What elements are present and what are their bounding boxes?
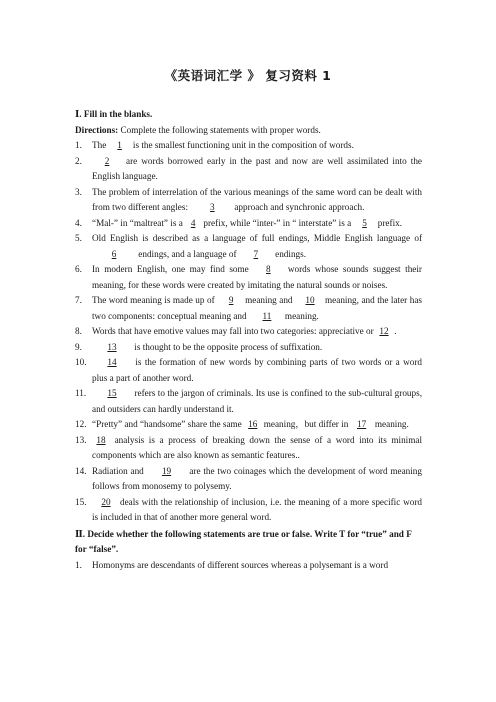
answer-blank: 9 <box>228 295 234 305</box>
answer-blank: 10 <box>305 295 315 305</box>
list-item: 10. 14 is the formation of new words by combining parts of two words or a word plus a part of another word. <box>75 357 422 383</box>
answer-blank: 20 <box>101 496 111 507</box>
document-body <box>75 107 422 573</box>
list-item: 4. “Mal-” in “maltreat” is a 4 prefix, while “inter-” in “ interstate” is a 5 prefix. <box>75 216 422 232</box>
answer-blank: 7 <box>253 248 259 259</box>
answer-blank: 5 <box>362 217 367 228</box>
list-item: 3. The problem of interrelation of the various meanings of the same word can be dealt with from two different angles: 3 approach and synchronic approach. <box>75 185 422 216</box>
answer-blank: 12 <box>379 326 389 336</box>
list-item: 13. 18 analysis is a process of breaking down the sense of a word into its minimal components which are also known as semantic features.. <box>75 434 422 460</box>
directions-text: Complete the following statements with proper words. <box>118 124 321 135</box>
answer-blank: 4 <box>190 217 196 228</box>
answer-blank: 2 <box>104 155 110 166</box>
directions <box>75 123 422 139</box>
answer-blank: 13 <box>107 341 117 352</box>
list-item: 6. In modern English, one may find some 8 words whose sounds suggest their meaning, for these words were created by imitating the natural sounds or noises. <box>75 264 422 290</box>
answer-blank: 6 <box>111 248 117 259</box>
answer-blank: 8 <box>266 264 271 274</box>
list-item: 8. Words that have emotive values may fall into two categories: appreciative or 12 . <box>75 324 422 340</box>
answer-blank: 17 <box>357 419 367 429</box>
list-item: 5. Old English is described as a language of full endings, Middle English language of 6 endings, and a language of 7 endings. <box>75 231 422 262</box>
section-heading-2: Ⅱ. Decide whether the following statements are true or false. Write T for “true” and F for “false”. <box>75 528 412 554</box>
answer-blank: 3 <box>210 202 215 212</box>
list-item: 9. 13 is thought to be the opposite process of suffixation. <box>75 340 422 356</box>
answer-blank: 1 <box>117 140 122 150</box>
answer-blank: 14 <box>107 357 117 367</box>
answer-blank: 16 <box>248 419 258 429</box>
list-item: 1. Homonyms are descendants of different sources whereas a polysemant is a word <box>75 559 389 570</box>
fill-in-list <box>75 138 422 526</box>
true-false-list <box>75 558 422 574</box>
answer-blank: 11 <box>262 310 272 321</box>
list-item: 12. “Pretty” and “handsome” share the same 16 meaning，but differ in 17 meaning. <box>75 417 422 433</box>
directions-label: Directions: <box>75 124 119 135</box>
list-item: 11. 15 refers to the jargon of criminals. Its use is confined to the sub-cultural groups, and outsiders can hardly understand it. <box>75 388 422 414</box>
section-heading-1: Ⅰ. Fill in the blanks. <box>75 109 153 119</box>
answer-blank: 19 <box>161 465 172 476</box>
list-item: 7. The word meaning is made up of 9 meaning and 10 meaning, and the later has two components: conceptual meaning and 11 meaning. <box>75 293 422 324</box>
list-item: 2. 2 are words borrowed early in the past and now are well assimilated into the English language. <box>75 155 422 181</box>
answer-blank: 18 <box>96 434 106 445</box>
list-item: 1. The 1 is the smallest functioning unit in the composition of words. <box>75 138 422 154</box>
list-item: 14. Radiation and 19 are the two coinages which the development of word meaning follows from monosemy to polysemy. <box>75 465 422 491</box>
page-title: 《英语词汇学 》 复习资料 1 <box>164 68 332 83</box>
list-item: 15. 20 deals with the relationship of inclusion, i.e. the meaning of a more specific word is included in that of another more general word. <box>75 496 422 522</box>
answer-blank: 15 <box>107 388 117 398</box>
